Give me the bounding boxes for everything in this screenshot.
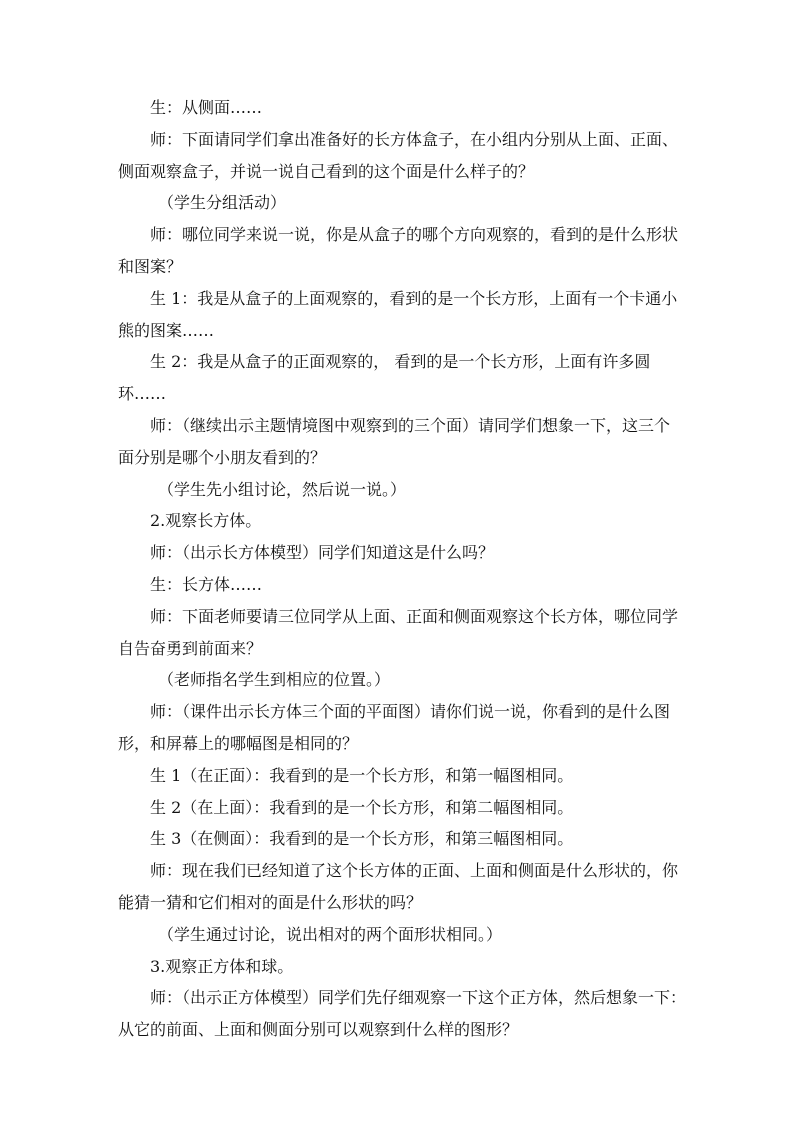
paragraph-line: 师：哪位同学来说一说，你是从盒子的哪个方向观察的，看到的是什么形状 xyxy=(150,225,679,245)
paragraph-line: 师：（出示长方体模型）同学们知道这是什么吗？ xyxy=(150,543,495,563)
paragraph-line: 侧面观察盒子，并说一说自己看到的这个面是什么样子的？ xyxy=(118,161,535,181)
paragraph-line: 生：从侧面…… xyxy=(150,98,263,117)
paragraph-line: （学生先小组讨论，然后说一说。） xyxy=(158,479,407,499)
section-heading: 2.观察长方体。 xyxy=(150,511,262,531)
paragraph-line: （学生通过讨论，说出相对的两个面形状相同。） xyxy=(158,924,503,944)
paragraph-line: 生 2（在上面）：我看到的是一个长方形，和第二幅图相同。 xyxy=(150,797,574,817)
section-heading: 3.观察正方体和球。 xyxy=(150,956,294,976)
paragraph-line: 面分别是哪个小朋友看到的？ xyxy=(118,447,327,467)
paragraph-line: 生 2：我是从盒子的正面观察的， 看到的是一个长方形，上面有许多圆 xyxy=(150,352,651,372)
paragraph-line: 生 1（在正面）：我看到的是一个长方形，和第一幅图相同。 xyxy=(150,765,574,785)
paragraph-line: 熊的图案…… xyxy=(118,320,215,340)
paragraph-line: 师：（继续出示主题情境图中观察到的三个面）请同学们想象一下，这三个 xyxy=(150,415,671,435)
paragraph-line: 生 1：我是从盒子的上面观察的，看到的是一个长方形，上面有一个卡通小 xyxy=(150,288,678,308)
paragraph-line: 自告奋勇到前面来？ xyxy=(118,638,263,658)
paragraph-line: 从它的前面、上面和侧面分别可以观察到什么样的图形？ xyxy=(118,1020,519,1040)
paragraph-line: 师：（出示正方体模型）同学们先仔细观察一下这个正方体，然后想象一下： xyxy=(150,988,687,1008)
paragraph-line: 环…… xyxy=(118,384,167,404)
paragraph-line: 师：下面请同学们拿出准备好的长方体盒子，在小组内分别从上面、正面、 xyxy=(150,129,679,149)
paragraph-line: 和图案？ xyxy=(118,256,183,276)
paragraph-line: 能猜一猜和它们相对的面是什么形状的吗？ xyxy=(118,892,423,912)
paragraph-line: （老师指名学生到相应的位置。） xyxy=(158,670,391,690)
paragraph-line: 师：（课件出示长方体三个面的平面图）请你们说一说，你看到的是什么图 xyxy=(150,702,671,722)
paragraph-line: 师：下面老师要请三位同学从上面、正面和侧面观察这个长方体，哪位同学 xyxy=(150,606,679,626)
paragraph-line: 生 3（在侧面）：我看到的是一个长方形，和第三幅图相同。 xyxy=(150,829,574,849)
paragraph-line: 师：现在我们已经知道了这个长方体的正面、上面和侧面是什么形状的，你 xyxy=(150,861,679,881)
paragraph-line: 生：长方体…… xyxy=(150,574,263,594)
paragraph-line: （学生分组活动） xyxy=(158,193,287,213)
paragraph-line: 形，和屏幕上的哪幅图是相同的？ xyxy=(118,733,359,753)
document-body xyxy=(118,92,687,1046)
